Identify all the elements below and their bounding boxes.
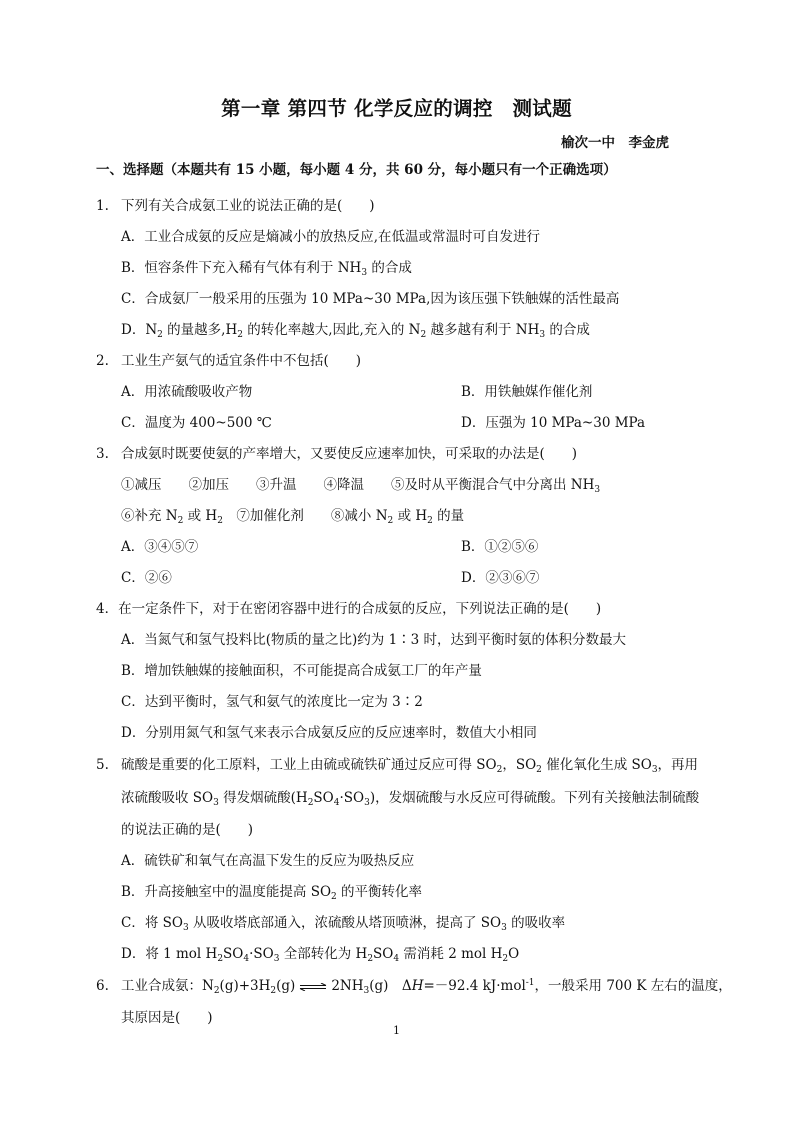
q3-option-b: B．①②⑤⑥ (461, 539, 539, 555)
q1-option-c: C．合成氨厂一般采用的压强为 10 MPa~30 MPa,因为该压强下铁触媒的活性最高 (121, 291, 620, 307)
q3-option-a: A．③④⑤⑦ (121, 539, 199, 555)
q5-stem-line1: 硫酸是重要的化工原料，工业上由硫或硫铁矿通过反应可得 $SO_2$，$SO_2$ 催化氧化生成 $SO_3$，再用 (121, 757, 699, 775)
q3-option-d: D．②③⑥⑦ (461, 570, 540, 586)
q1-stem: 下列有关合成氨工业的说法正确的是( ) (121, 198, 375, 214)
q5-option-d: D．将 1 mol $H_2SO_4\cdot SO_3$ 全部转化为 $H_2SO_4$ 需消耗 2 mol $H_2O$ (121, 946, 520, 964)
q4-option-a: A．当氮气和氢气投料比(物质的量之比)约为 1∶3 时，达到平衡时氨的体积分数最大 (121, 632, 627, 648)
q5-option-a: A．硫铁矿和氧气在高温下发生的反应为吸热反应 (121, 853, 415, 869)
q5-stem-line3: 的说法正确的是( ) (121, 822, 254, 838)
q3-options-line1: ①减压 ②加压 ③升温 ④降温 ⑤及时从平衡混合气中分离出 $NH_3$ (121, 477, 601, 495)
q5-option-b: B．升高接触室中的温度能提高 $SO_2$ 的平衡转化率 (121, 884, 423, 902)
q2-option-b: B．用铁触媒作催化剂 (461, 384, 593, 400)
q4-option-d: D．分别用氮气和氢气来表示合成氨反应的反应速率时，数值大小相同 (121, 725, 537, 741)
q2-option-c: C．温度为 400~500 ℃ (121, 415, 272, 431)
q2-option-a: A．用浓硫酸吸收产物 (121, 384, 253, 400)
q3-option-c: C．②⑥ (121, 570, 172, 586)
q1-option-d: D．$N_2$ 的量越多$,H_2$ 的转化率越大,因此,充入的 $N_2$ 越多越有利于 $NH_3$ 的合成 (121, 322, 590, 340)
q5-option-c: C．将 $SO_3$ 从吸收塔底部通入，浓硫酸从塔顶喷淋，提高了 $SO_3$ 的吸收率 (121, 915, 566, 933)
q2-stem: 工业生产氨气的适宜条件中不包括( ) (121, 353, 362, 369)
section-heading: 一、选择题（本题共有 15 小题，每小题 4 分，共 60 分，每小题只有一个正确选项） (96, 162, 617, 178)
q4-option-b: B．增加铁触媒的接触面积，不可能提高合成氨工厂的年产量 (121, 663, 482, 679)
author-line: 榆次一中 李金虎 (561, 135, 669, 151)
page-number: 1 (393, 1024, 400, 1037)
q1-number: 1. (96, 198, 109, 214)
q4-option-c: C．达到平衡时，氢气和氨气的浓度比一定为 3∶2 (121, 694, 423, 710)
q5-number: 5. (96, 757, 109, 773)
q3-stem: 合成氨时既要使氨的产率增大，又要使反应速率加快，可采取的办法是( ) (121, 446, 578, 462)
q4-stem: 4．在一定条件下，对于在密闭容器中进行的合成氨的反应，下列说法正确的是( ) (96, 601, 602, 617)
q5-stem-line2: 浓硫酸吸收 $SO_3$ 得发烟硫酸$(H_2SO_4\cdot SO_3)$，发烟硫酸与水反应可得硫酸。下列有关接触法制硫酸 (121, 790, 700, 808)
q1-option-b: B．恒容条件下充入稀有气体有利于 $NH_3$ 的合成 (121, 260, 412, 278)
page-title: 第一章 第四节 化学反应的调控 测试题 (221, 97, 572, 120)
q2-number: 2. (96, 353, 109, 369)
q2-option-d: D．压强为 10 MPa~30 MPa (461, 415, 646, 431)
q3-number: 3. (96, 446, 109, 462)
q6-stem-line1: 工业合成氨：$N_2(g)+3H_2(g)$ $2NH_3(g)$ ΔH=－92.4 kJ·mol$^{-1}$，一般采用 700 K 左右的温度， (121, 978, 732, 996)
equilibrium-arrow-icon (299, 983, 327, 991)
q1-option-a: A．工业合成氨的反应是熵减小的放热反应,在低温或常温时可自发进行 (121, 229, 541, 245)
q6-number: 6. (96, 978, 109, 994)
q3-options-line2: ⑥补充 $N_2$ 或 $H_2$ ⑦加催化剂 ⑧减小 $N_2$ 或 $H_2$ 的量 (121, 508, 465, 526)
q6-stem-line2: 其原因是( ) (121, 1010, 213, 1026)
